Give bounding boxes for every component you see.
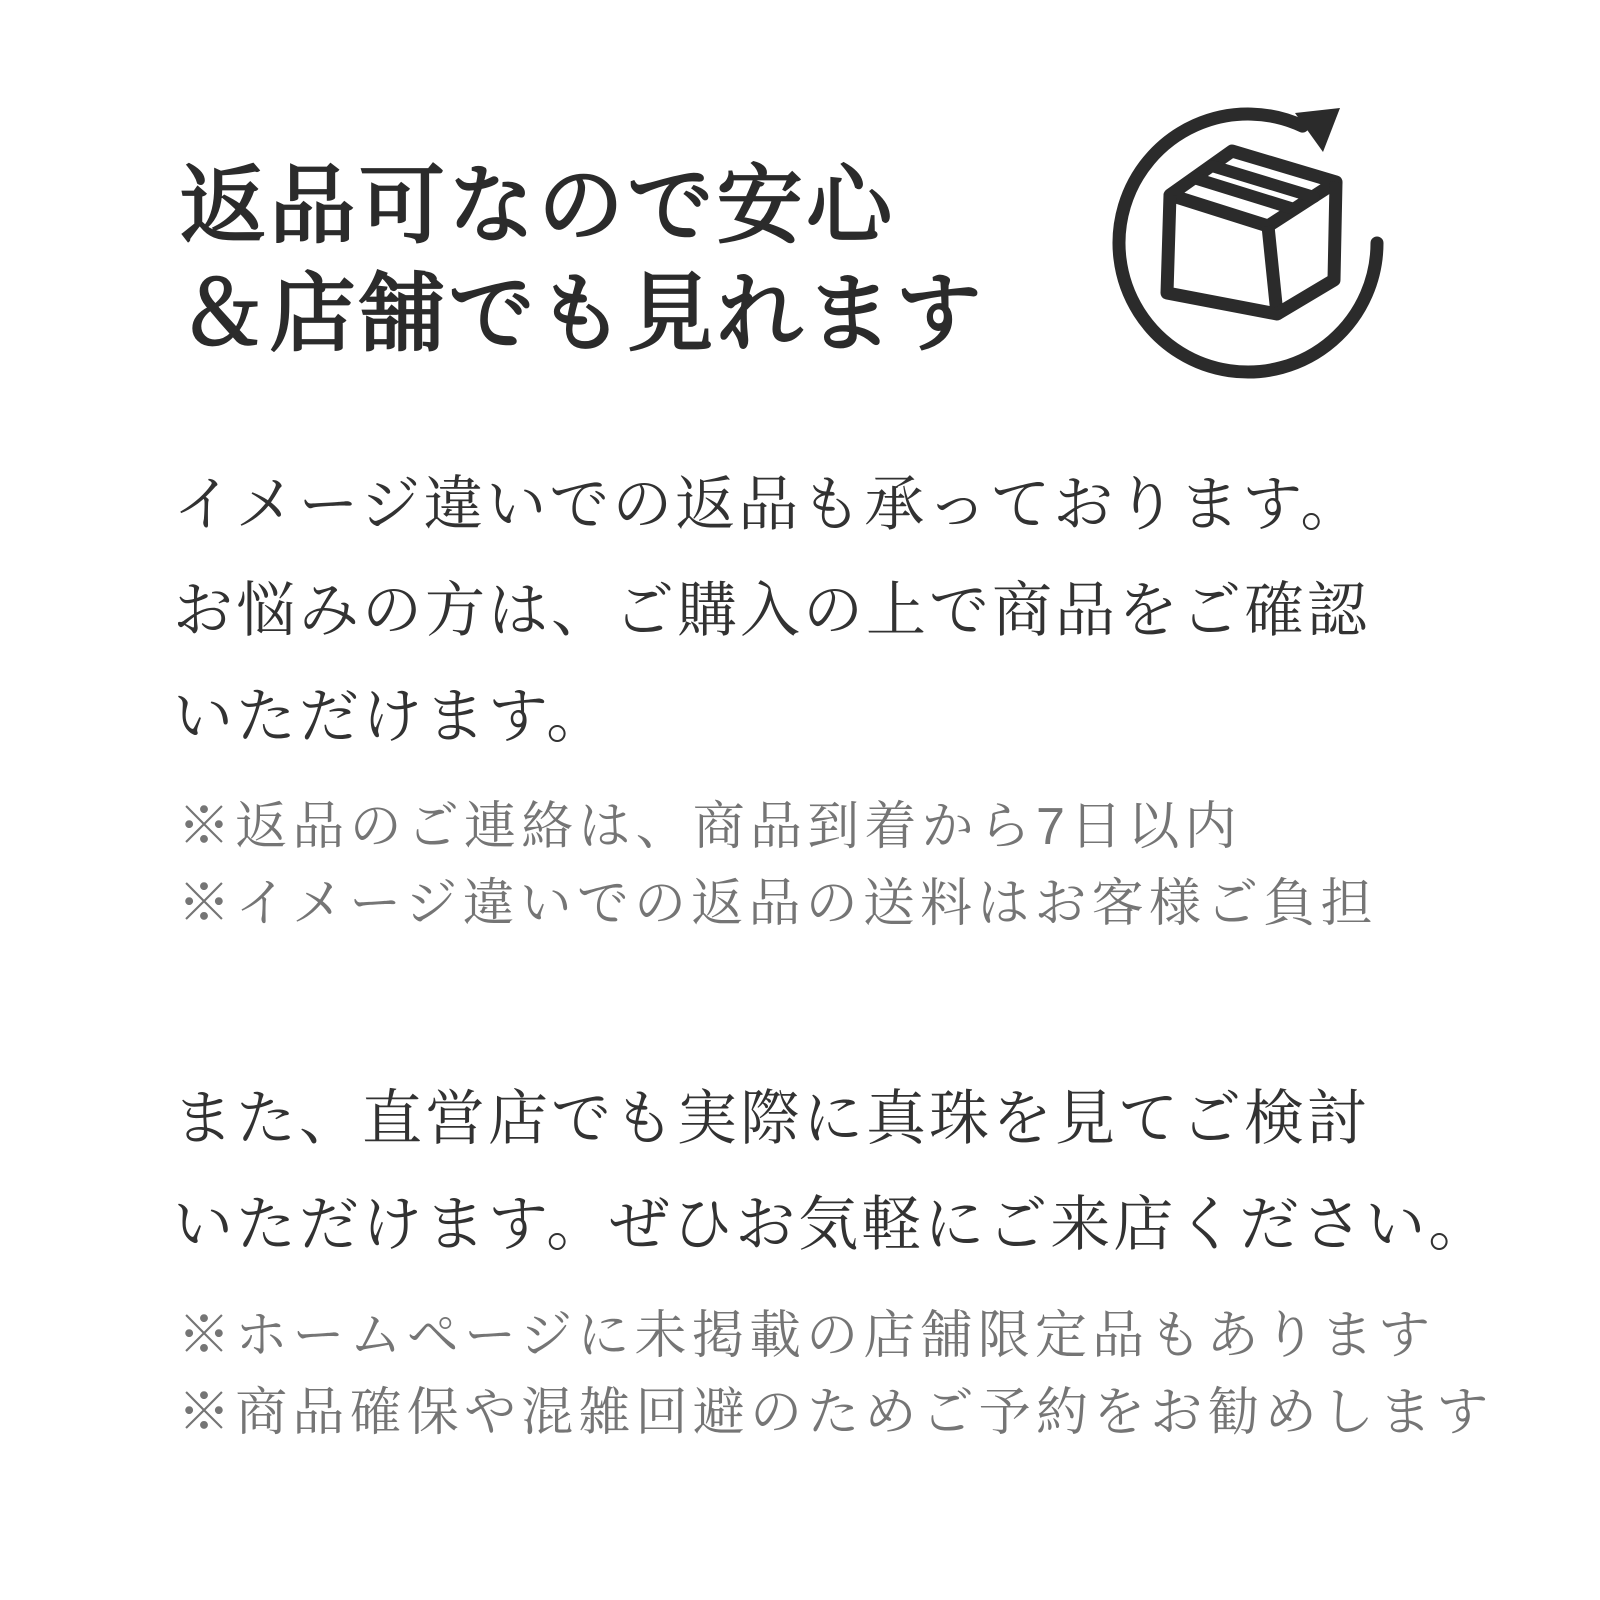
- note-line: ※イメージ違いでの返品の送料はお客様ご負担: [178, 875, 1378, 933]
- paragraph-line: お悩みの方は、ご購入の上で商品をご確認: [173, 577, 1370, 644]
- paragraph-line: いただけます。ぜひお気軽にご来店ください。: [173, 1191, 1492, 1258]
- returns-policy-notes: [178, 789, 1378, 943]
- page-title: [180, 152, 985, 368]
- store-visit-notes: [178, 1298, 1494, 1452]
- paragraph-line: また、直営店でも実際に真珠を見てご検討: [173, 1085, 1370, 1152]
- note-line: ※返品のご連絡は、商品到着から7日以内: [178, 798, 1242, 856]
- paragraph-line: イメージ違いでの返品も承っております。: [173, 471, 1364, 538]
- returns-policy-paragraph: [173, 452, 1370, 770]
- page-title-line-1: 返品可なので安心: [180, 158, 896, 254]
- page-title-line-2: ＆店舗でも見れます: [180, 266, 985, 362]
- paragraph-line: いただけます。: [173, 683, 610, 750]
- package-return-icon: [1085, 78, 1415, 408]
- note-line: ※ホームページに未掲載の店舗限定品もあります: [178, 1307, 1436, 1365]
- store-visit-paragraph: [173, 1066, 1491, 1278]
- note-line: ※商品確保や混雑回避のためご予約をお勧めします: [178, 1384, 1494, 1442]
